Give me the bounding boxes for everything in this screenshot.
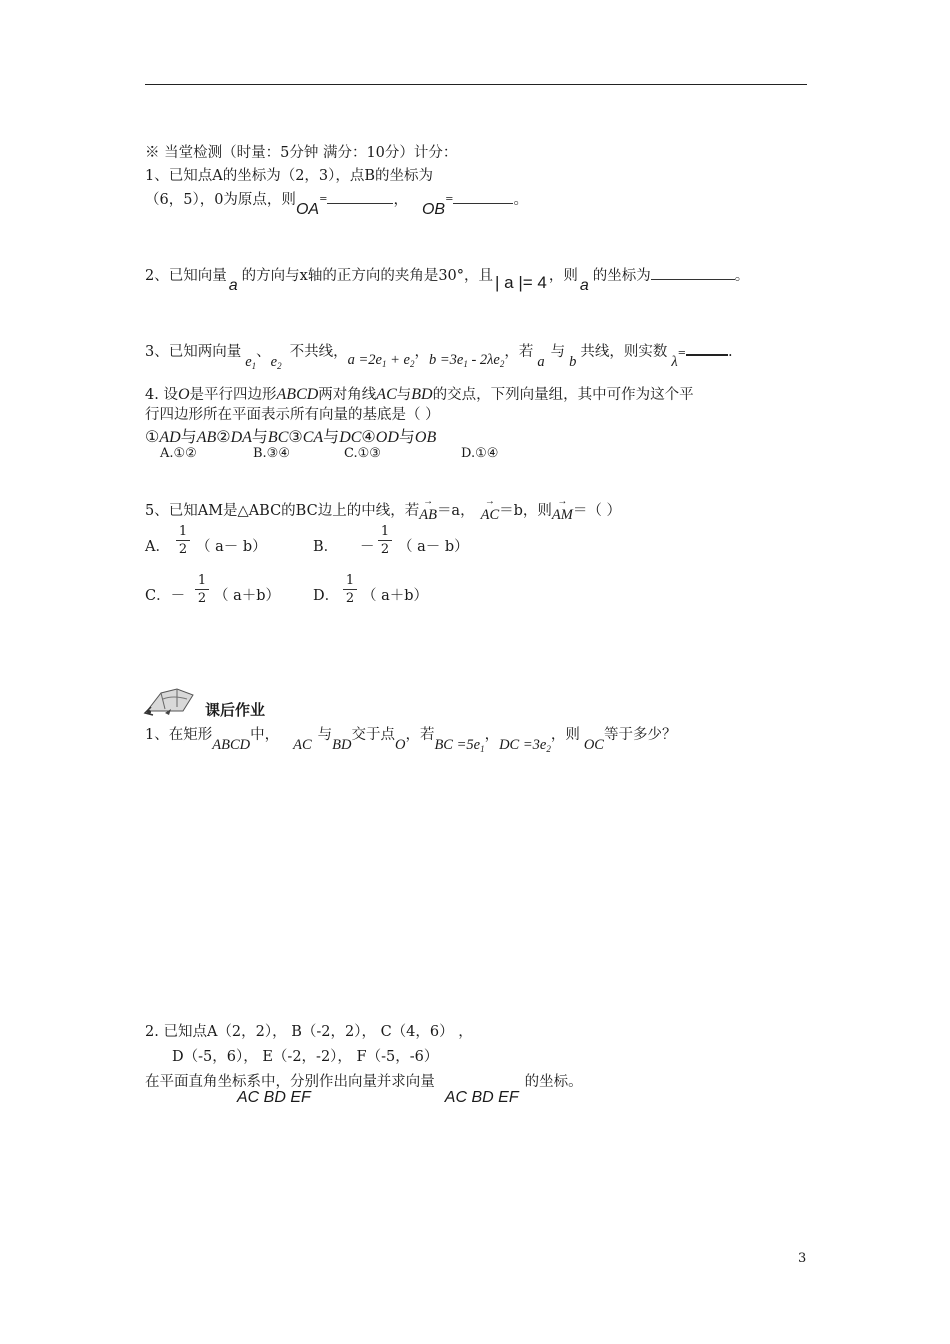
q1-line2 xyxy=(145,188,528,218)
q3-text-c: ，若 xyxy=(504,344,534,360)
q1-end: 。 xyxy=(513,192,528,208)
vector-a-2: a xyxy=(579,277,589,294)
q3-end: . xyxy=(728,344,733,360)
q5-option-d-expr: （ a＋b） xyxy=(362,588,429,604)
vector-oc: OC xyxy=(583,737,604,753)
diagonal-ac: AC xyxy=(376,386,397,403)
q5-option-b-fraction: 1 2 xyxy=(378,524,392,557)
q5-option-b-label[interactable]: B． xyxy=(313,539,339,555)
q1-text: （6，5），0为原点，则 xyxy=(145,192,296,208)
q1-comma: ， xyxy=(393,192,408,208)
q3-sep: 、 xyxy=(256,344,271,360)
q3-lambda: λ xyxy=(671,354,678,370)
q3-blank[interactable] xyxy=(686,342,728,356)
q1-eq1: = xyxy=(319,194,328,205)
homework-title: 课后作业 xyxy=(205,701,266,719)
q4-option-3: ③CA与DC xyxy=(288,427,362,446)
point-o: O xyxy=(177,386,190,403)
q3-expr-a: $a =2e_1 + e_2$ xyxy=(347,352,415,369)
point-o-hw: O xyxy=(394,737,406,753)
q3-expr-b: $b =3e_1 - 2\lambda e_2$ xyxy=(428,352,505,369)
hw2-line2: D（-5，6）， E（-2，-2）， F（-5，-6） xyxy=(172,1049,439,1065)
q3-text-e: 共线，则实数 xyxy=(580,344,668,360)
q3-text-b: 不共线， xyxy=(289,344,348,360)
vector-a: a xyxy=(228,277,238,294)
q3-eq: = xyxy=(677,348,687,359)
q2-blank[interactable] xyxy=(651,267,735,280)
q4-line2: 行四边形所在平面表示所有向量的基底是（ ） xyxy=(145,407,440,423)
q5-option-c-fraction: 1 2 xyxy=(195,573,209,606)
q4-choice-d[interactable]: D.①④ xyxy=(461,446,499,461)
vector-ob: OB xyxy=(421,201,446,218)
q4-choice-a[interactable]: A.①② xyxy=(160,446,197,461)
q1-eq2: = xyxy=(445,194,454,205)
q2-text-b: 的方向与x轴的正方向的夹角是30°，且 xyxy=(241,268,494,284)
hw2-line1: 2. 已知点A（2，2）， B（-2，2）， C（4，6） ， xyxy=(145,1024,473,1040)
vector-bc-expr: BC $=5e_1$ xyxy=(434,737,485,754)
vector-ab: → AB xyxy=(419,507,437,524)
q5-option-c-label[interactable]: C．－ xyxy=(145,588,186,604)
vectors-ac-bd-ef-1: AC BD EF xyxy=(237,1089,311,1106)
vector-dc-expr: DC $=3e_2$ xyxy=(499,737,551,754)
q2-text-a: 2、已知向量 xyxy=(145,268,227,284)
rectangle-abcd: ABCD xyxy=(212,737,251,753)
q4-choice-b[interactable]: B.③④ xyxy=(253,446,290,461)
vector-am: → AM xyxy=(552,507,573,524)
hw2-line3: 在平面直角坐标系中，分别作出向量AC BD EF并求向量AC BD EF的坐标。 xyxy=(145,1074,583,1106)
q4-option-4: ④OD与OB xyxy=(361,427,437,446)
vector-oa: OA xyxy=(295,201,320,218)
q4-options xyxy=(145,424,436,447)
homework-book-icon xyxy=(143,685,201,717)
q3-var-a: a xyxy=(537,354,545,370)
q2 xyxy=(145,264,750,294)
q5-option-b-minus: － xyxy=(360,539,375,555)
q2-abs-value: | a |= 4 xyxy=(495,273,547,292)
q2-end: 。 xyxy=(734,268,750,284)
q5-option-c-expr: （ a＋b） xyxy=(214,588,281,604)
q4-option-2: ②DA与BC xyxy=(216,427,289,446)
q4-choice-c[interactable]: C.①③ xyxy=(344,446,381,461)
check-title: ※ 当堂检测（时量：5分钟 满分：10分）计分： xyxy=(145,145,458,161)
q5-option-a-expr: （ a－ b） xyxy=(196,539,267,555)
q1-blank-1[interactable] xyxy=(327,191,393,204)
q4-option-1: ①AD与AB xyxy=(145,427,217,446)
parallelogram-abcd: ABCD xyxy=(276,386,319,403)
q2-text-d: 的坐标为 xyxy=(592,268,651,284)
q5-option-d-label[interactable]: D． xyxy=(313,588,340,604)
page-number: 3 xyxy=(798,1251,807,1266)
vector-e1: $e_1$ xyxy=(245,354,257,371)
q5-option-d-fraction: 1 2 xyxy=(343,573,357,606)
q3-text-d: 与 xyxy=(550,344,566,360)
q1-blank-2[interactable] xyxy=(453,191,513,204)
q5-stem: 5、已知AM是△ABC的BC边上的中线，若→ AB＝a，→ AC＝b，则→ AM＝（ ） xyxy=(145,499,621,520)
hw1: 1、在矩形ABCD中，AC与BD交于点O，若BC $=5e_1$，DC $=3e_2$，则OC等于多少？ xyxy=(145,727,677,754)
diagonal-bd: BD xyxy=(411,386,433,403)
q3-comma: ， xyxy=(414,344,429,360)
q1-line1: 1、已知点A的坐标为（2，3），点B的坐标为 xyxy=(145,168,434,184)
vector-e2: $e_2$ xyxy=(270,354,282,371)
q5-option-a-fraction: 1 2 xyxy=(176,524,190,557)
segment-ac: AC xyxy=(293,737,312,753)
header-rule xyxy=(145,84,807,85)
vectors-ac-bd-ef-2: AC BD EF xyxy=(444,1089,519,1106)
q2-text-c: ，则 xyxy=(548,268,578,284)
q5-option-a-label[interactable]: A． xyxy=(145,539,170,555)
q3 xyxy=(145,340,733,371)
vector-ac: → AC xyxy=(481,507,500,524)
segment-bd: BD xyxy=(332,737,352,753)
q3-var-b: b xyxy=(569,354,577,370)
q4-line1: 4. 设O是平行四边形ABCD两对角线AC与BD的交点，下列向量组，其中可作为这个平 xyxy=(145,386,694,403)
q5-option-b-expr: （ a－ b） xyxy=(398,539,469,555)
q3-text-a: 3、已知两向量 xyxy=(145,344,242,360)
